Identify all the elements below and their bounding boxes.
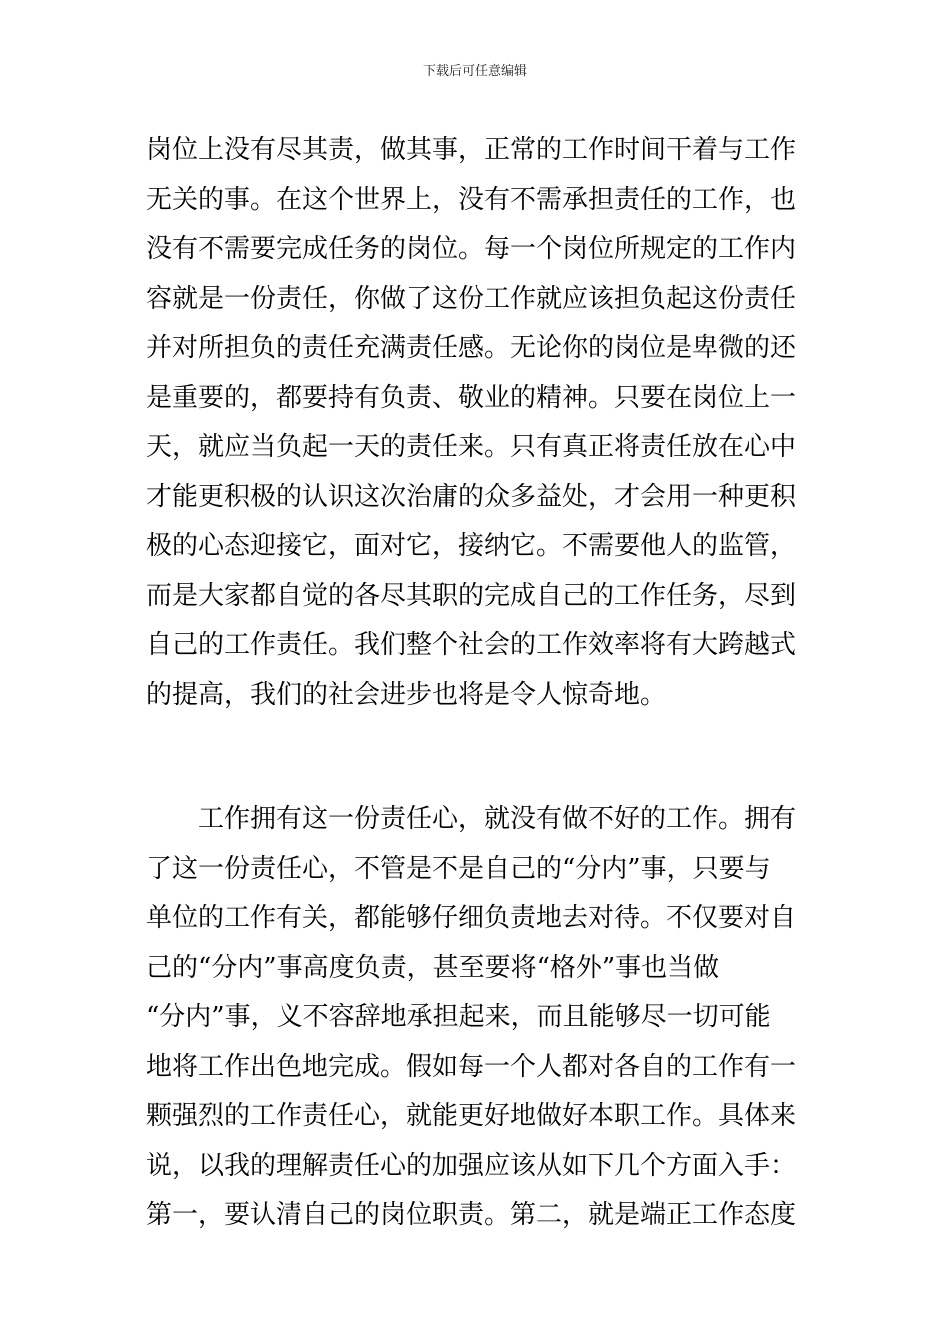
paragraph-gap	[146, 720, 810, 795]
text-line: 并对所担负的责任充满责任感。无论你的岗位是卑微的还	[146, 333, 797, 363]
text-line: 的提高，我们的社会进步也将是令人惊奇地。	[146, 679, 667, 710]
text-line: 而是大家都自觉的各尽其职的完成自己的工作任务，尽到	[146, 580, 797, 611]
text-line: 无关的事。在这个世界上，没有不需承担责任的工作，也	[146, 184, 797, 215]
text-line: “分内”事，义不容辞地承担起来，而且能够尽一切可能	[146, 1002, 771, 1032]
paragraph-2	[146, 795, 810, 1241]
text-line: 才能更积极的认识这次治庸的众多益处，才会用一种更积	[146, 481, 797, 512]
text-line: 自己的工作责任。我们整个社会的工作效率将有大跨越式	[146, 630, 797, 660]
text-line: 是重要的，都要持有负责、敬业的精神。只要在岗位上一	[146, 382, 797, 413]
text-line: 没有不需要完成任务的岗位。每一个岗位所规定的工作内	[146, 234, 797, 264]
text-line: 极的心态迎接它，面对它，接纳它。不需要他人的监管，	[146, 531, 797, 561]
document-body	[146, 126, 810, 1241]
text-line: 岗位上没有尽其责，做其事，正常的工作时间干着与工作	[146, 135, 797, 165]
text-line: 说，以我的理解责任心的加强应该从如下几个方面入手：	[146, 1150, 797, 1181]
text-line: 单位的工作有关，都能够仔细负责地去对待。不仅要对自	[146, 903, 797, 933]
text-line: 己的“分内”事高度负责，甚至要将“格外”事也当做	[146, 952, 720, 983]
page-header: 下载后可任意编辑	[422, 64, 527, 79]
text-line: 工作拥有这一份责任心，就没有做不好的工作。拥有	[146, 804, 797, 834]
text-line: 颗强烈的工作责任心，就能更好地做好本职工作。具体来	[146, 1101, 797, 1131]
text-line: 容就是一份责任，你做了这份工作就应该担负起这份责任	[146, 283, 797, 314]
paragraph-1	[146, 126, 810, 720]
text-line: 地将工作出色地完成。假如每一个人都对各自的工作有一	[146, 1051, 797, 1082]
text-line: 第一，要认清自己的岗位职责。第二，就是端正工作态度	[146, 1200, 797, 1230]
text-line: 了这一份责任心，不管是不是自己的“分内”事，只要与	[146, 853, 771, 884]
text-line: 天，就应当负起一天的责任来。只有真正将责任放在心中	[146, 432, 797, 462]
